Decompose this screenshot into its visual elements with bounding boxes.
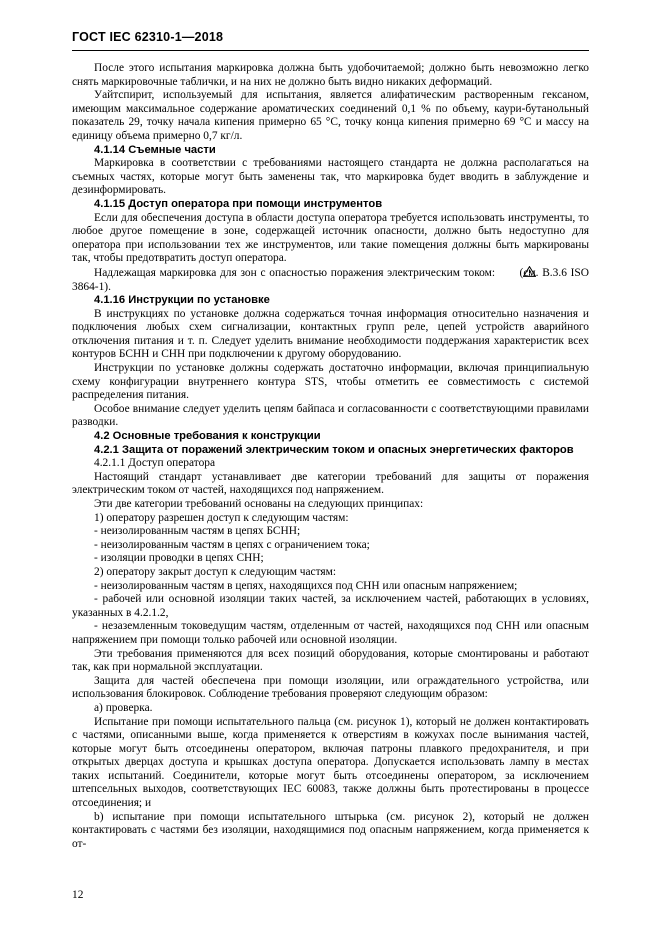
list-item: - неизолированным частям в цепях, находящихся под СНН или опасным напряжением; (94, 579, 518, 592)
page-number: 12 (72, 889, 84, 901)
section-heading: 4.2 Основные требования к конструкции (94, 430, 321, 443)
list-item: - неизолированным частям в цепях с ограничением тока; (94, 538, 370, 551)
warning-text-after: (см. В.3.6 ISO 3864-1). (72, 266, 589, 293)
warning-triangle-icon (501, 266, 514, 277)
list-item: 2) оператору закрыт доступ к следующим частям: (94, 565, 337, 578)
paragraph: Настоящий стандарт устанавливает две категории требований для защиты от поражения электрическим током от частей, находящихся под напряжением. (72, 470, 589, 497)
paragraph: Уайтспирит, используемый для испытания, является алифатическим растворенным гексаном, имеющим максимальное содержание ароматических соединений 0,1 % по объему, каури-бутанольный показатель 29, точку начала кипения примерно 65 °С, точку конца кипения примерно 69 °С и массу на единицу объема примерно 0,7 кг/л. (72, 89, 589, 142)
paragraph: Эти две категории требований основаны на следующих принципах: (94, 498, 424, 510)
list-item: - незаземленным токоведущим частям, отделенным от частей, находящихся под СНН или опасным напряжением при помощи только рабочей или основной изоляции. (72, 620, 589, 646)
paragraph: Особое внимание следует уделить цепям байпаса и согласованности с соответствующими правилами разводки. (72, 402, 589, 429)
warning-text-before: Надлежащая маркировка для зон с опасностью поражения электрическим током: (94, 266, 496, 279)
document-body (72, 62, 589, 851)
page-header: ГОСТ IEC 62310-1—2018 (72, 30, 224, 44)
paragraph: В инструкциях по установке должна содержаться точная информация относительно назначения и подключения любых схем сигнализации, контактных групп реле, цепей устройств аварийного отключения питания и т. п. Следует уделить внимание необходимости поддержания характеристик всех контуров БСНН и СНН при подключении к другому оборудованию. (72, 307, 589, 361)
section-heading: 4.1.14 Съемные части (94, 143, 216, 156)
header-divider (72, 50, 589, 51)
paragraph: b) испытание при помощи испытательного штырька (см. рисунок 2), который не должен контактировать с частями без изоляции, находящимися под опасным напряжением, когда применяется к от- (72, 810, 589, 850)
paragraph: Эти требования применяются для всех позиций оборудования, которые смонтированы и работают так, как при нормальной эксплуатации. (72, 647, 589, 674)
list-item: - рабочей или основной изоляции таких частей, за исключением частей, работающих в условиях, указанных в 4.2.1.2, (72, 593, 589, 619)
paragraph: Защита для частей обеспечена при помощи изоляции, или ограждательного устройства, или использования блокировок. Соблюдение требования проверяют следующим образом: (72, 674, 589, 701)
paragraph-with-warning (72, 266, 589, 294)
section-heading: 4.1.16 Инструкции по установке (94, 294, 270, 307)
section-heading: 4.1.15 Доступ оператора при помощи инструментов (94, 197, 383, 210)
paragraph: После этого испытания маркировка должна быть удобочитаемой; должно быть невозможно легко снять маркировочные таблички, и на них не должно быть видно никаких деформаций. (72, 62, 589, 88)
paragraph: Инструкции по установке должны содержать достаточно информации, включая принципиальную схему конфигурации внутреннего контура STS, чтобы отметить ее совместимость с системой распределения питания. (72, 362, 589, 402)
paragraph: Испытание при помощи испытательного пальца (см. рисунок 1), который не должен контактировать с частями, описанными выше, когда применяется к отверстиям в кожухах после вынимания частей, которые могут быть отсоединены оператором, включая патроны плавкого предохранителя, и при открытых дверцах доступа и крышках доступа оператора. Допускается использовать лампу в местах таких испытаний. Соединители, которые могут быть отсоединены оператором, за исключением штепсельных выходов, соответствующих IEC 60083, также должны быть протестированы в процессе отсоединения; и (72, 715, 589, 810)
list-item: - неизолированным частям в цепях БСНН; (94, 525, 301, 538)
paragraph: Если для обеспечения доступа в области доступа оператора требуется использовать инструменты, то любое другое помещение в зоне, содержащей источник опасности, должно быть недоступно для оператора при использовании тех же инструментов, или такие помещения должны быть маркированы так, чтобы предотвратить доступ оператора. (72, 211, 589, 265)
section-heading: 4.2.1 Защита от поражений электрическим током и опасных энергетических факторов (94, 443, 574, 456)
list-item: 1) оператору разрешен доступ к следующим частям: (94, 511, 349, 524)
subsection-heading: 4.2.1.1 Доступ оператора (94, 457, 216, 470)
paragraph: Маркировка в соответствии с требованиями настоящего стандарта не должна располагаться на съемных частях, которые могут быть заменены так, что маркировка будет вводить в заблуждение и дезинформировать. (72, 157, 589, 197)
list-item: а) проверка. (94, 701, 153, 714)
list-item: - изоляции проводки в цепях СНН; (94, 552, 264, 565)
